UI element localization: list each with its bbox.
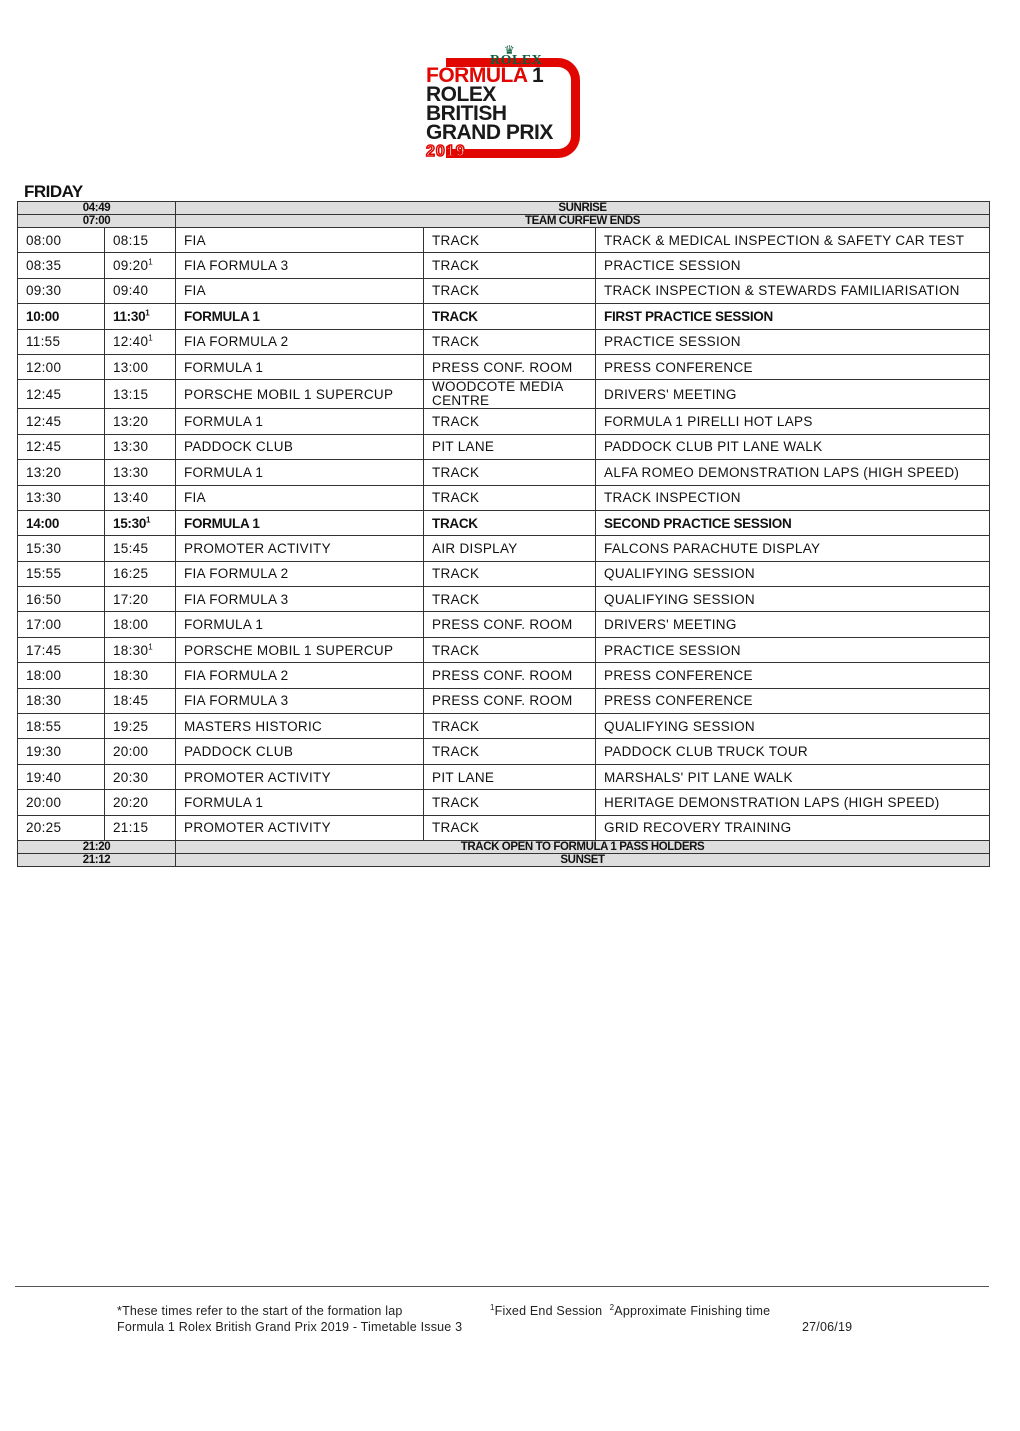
table-row — [18, 714, 990, 739]
summary-time: 07:00 — [18, 215, 176, 228]
category: PORSCHE MOBIL 1 SUPERCUP — [176, 637, 424, 662]
end-time — [105, 612, 176, 637]
end-time-value: 18:30 — [113, 667, 149, 683]
event: DRIVERS' MEETING — [596, 380, 990, 409]
end-time-value: 18:45 — [113, 693, 149, 709]
location: TRACK — [424, 460, 596, 485]
start-time: 15:30 — [18, 536, 105, 561]
end-time-value: 18:30 — [113, 642, 149, 658]
summary-time: 04:49 — [18, 202, 176, 215]
table-row — [18, 460, 990, 485]
event: FORMULA 1 PIRELLI HOT LAPS — [596, 409, 990, 434]
category: FORMULA 1 — [176, 354, 424, 379]
location: TRACK — [424, 637, 596, 662]
location: PRESS CONF. ROOM — [424, 612, 596, 637]
category: FIA — [176, 485, 424, 510]
start-time: 15:55 — [18, 561, 105, 586]
end-time — [105, 764, 176, 789]
category: FORMULA 1 — [176, 304, 424, 329]
table-row — [18, 790, 990, 815]
start-time: 20:25 — [18, 815, 105, 840]
summary-row — [18, 202, 990, 215]
event: FIRST PRACTICE SESSION — [596, 304, 990, 329]
start-time: 13:30 — [18, 485, 105, 510]
summary-time: 21:12 — [18, 853, 176, 866]
category: FIA FORMULA 2 — [176, 663, 424, 688]
end-time-value: 12:40 — [113, 334, 149, 350]
location: TRACK — [424, 714, 596, 739]
category: FORMULA 1 — [176, 409, 424, 434]
logo-year: 2019 — [426, 143, 466, 160]
event: GRID RECOVERY TRAINING — [596, 815, 990, 840]
table-row — [18, 739, 990, 764]
summary-row — [18, 215, 990, 228]
start-time: 17:45 — [18, 637, 105, 662]
category: FORMULA 1 — [176, 510, 424, 535]
category: MASTERS HISTORIC — [176, 714, 424, 739]
start-time: 12:45 — [18, 380, 105, 409]
event: PRACTICE SESSION — [596, 637, 990, 662]
end-time — [105, 485, 176, 510]
start-time: 17:00 — [18, 612, 105, 637]
location: TRACK — [424, 329, 596, 354]
start-time: 18:30 — [18, 688, 105, 713]
end-time-value: 09:20 — [113, 258, 149, 274]
event: PADDOCK CLUB PIT LANE WALK — [596, 434, 990, 459]
table-row — [18, 612, 990, 637]
table-row — [18, 663, 990, 688]
end-time — [105, 739, 176, 764]
table-row — [18, 485, 990, 510]
event: FALCONS PARACHUTE DISPLAY — [596, 536, 990, 561]
event: PRESS CONFERENCE — [596, 663, 990, 688]
event-logo — [424, 44, 590, 162]
end-time — [105, 354, 176, 379]
category: FIA FORMULA 3 — [176, 587, 424, 612]
category: FIA FORMULA 2 — [176, 561, 424, 586]
end-time-value: 20:30 — [113, 769, 149, 785]
event: QUALIFYING SESSION — [596, 714, 990, 739]
end-time — [105, 587, 176, 612]
location: TRACK — [424, 561, 596, 586]
logo-line-british: BRITISH — [426, 102, 507, 125]
end-time — [105, 663, 176, 688]
end-time — [105, 380, 176, 409]
schedule-table — [17, 201, 990, 867]
start-time: 08:00 — [18, 228, 105, 253]
category: FIA FORMULA 3 — [176, 253, 424, 278]
summary-text: SUNSET — [176, 853, 990, 866]
end-time — [105, 304, 176, 329]
start-time: 08:35 — [18, 253, 105, 278]
start-time: 09:30 — [18, 278, 105, 303]
category: FIA FORMULA 2 — [176, 329, 424, 354]
end-time-value: 18:00 — [113, 617, 149, 633]
location: AIR DISPLAY — [424, 536, 596, 561]
end-time-value: 09:40 — [113, 283, 149, 299]
summary-text: TEAM CURFEW ENDS — [176, 215, 990, 228]
category: FORMULA 1 — [176, 460, 424, 485]
event: TRACK & MEDICAL INSPECTION & SAFETY CAR TEST — [596, 228, 990, 253]
category: FIA — [176, 278, 424, 303]
fixed-end-legend: Fixed End Session — [494, 1304, 603, 1318]
location: TRACK — [424, 587, 596, 612]
event: QUALIFYING SESSION — [596, 561, 990, 586]
table-row — [18, 688, 990, 713]
start-time: 16:50 — [18, 587, 105, 612]
footer-legend — [490, 1304, 770, 1318]
fixed-end-mark: 1 — [490, 1302, 495, 1312]
summary-text: TRACK OPEN TO FORMULA 1 PASS HOLDERS — [176, 840, 990, 853]
start-time: 12:45 — [18, 409, 105, 434]
start-time: 13:20 — [18, 460, 105, 485]
end-time-mark: 1 — [148, 257, 154, 267]
location: PRESS CONF. ROOM — [424, 663, 596, 688]
table-row — [18, 764, 990, 789]
table-row — [18, 637, 990, 662]
event: DRIVERS' MEETING — [596, 612, 990, 637]
start-time: 12:00 — [18, 354, 105, 379]
end-time-value: 15:30 — [113, 515, 147, 531]
event: PRESS CONFERENCE — [596, 354, 990, 379]
event: PRESS CONFERENCE — [596, 688, 990, 713]
start-time: 11:55 — [18, 329, 105, 354]
category: PROMOTER ACTIVITY — [176, 536, 424, 561]
end-time-value: 11:30 — [113, 308, 146, 324]
end-time — [105, 434, 176, 459]
end-time — [105, 228, 176, 253]
category: FORMULA 1 — [176, 612, 424, 637]
footer-divider — [15, 1286, 989, 1287]
crown-icon: ♛ — [504, 43, 515, 57]
end-time-mark: 1 — [148, 642, 154, 652]
end-time-mark: 1 — [146, 515, 151, 525]
category: PADDOCK CLUB — [176, 739, 424, 764]
location: TRACK — [424, 228, 596, 253]
location: PRESS CONF. ROOM — [424, 354, 596, 379]
end-time — [105, 510, 176, 535]
start-time: 19:30 — [18, 739, 105, 764]
location: WOODCOTE MEDIA CENTRE — [424, 380, 596, 409]
end-time — [105, 790, 176, 815]
end-time-value: 21:15 — [113, 820, 149, 836]
end-time — [105, 409, 176, 434]
location: TRACK — [424, 790, 596, 815]
summary-time: 21:20 — [18, 840, 176, 853]
table-row — [18, 510, 990, 535]
logo-brand: ROLEX — [490, 53, 543, 68]
end-time-value: 13:15 — [113, 386, 149, 402]
table-row — [18, 329, 990, 354]
event: HERITAGE DEMONSTRATION LAPS (HIGH SPEED) — [596, 790, 990, 815]
table-row — [18, 228, 990, 253]
event: ALFA ROMEO DEMONSTRATION LAPS (HIGH SPEED) — [596, 460, 990, 485]
event: PRACTICE SESSION — [596, 253, 990, 278]
table-row — [18, 354, 990, 379]
end-time-value: 13:40 — [113, 490, 149, 506]
category: PADDOCK CLUB — [176, 434, 424, 459]
logo-line-rolex: ROLEX — [426, 83, 496, 106]
end-time — [105, 561, 176, 586]
start-time: 19:40 — [18, 764, 105, 789]
end-time-mark: 1 — [145, 308, 150, 318]
footer-date: 27/06/19 — [802, 1320, 853, 1334]
end-time-value: 13:30 — [113, 439, 149, 455]
end-time — [105, 278, 176, 303]
table-row — [18, 536, 990, 561]
day-title: FRIDAY — [24, 182, 83, 201]
end-time-value: 13:20 — [113, 414, 149, 430]
location: TRACK — [424, 815, 596, 840]
event: TRACK INSPECTION — [596, 485, 990, 510]
location: TRACK — [424, 485, 596, 510]
category: PROMOTER ACTIVITY — [176, 815, 424, 840]
location: TRACK — [424, 278, 596, 303]
end-time — [105, 637, 176, 662]
table-row — [18, 278, 990, 303]
start-time: 10:00 — [18, 304, 105, 329]
footer-note: *These times refer to the start of the formation lap — [117, 1304, 403, 1318]
location: TRACK — [424, 409, 596, 434]
end-time-value: 13:30 — [113, 464, 149, 480]
location: PIT LANE — [424, 434, 596, 459]
category: FORMULA 1 — [176, 790, 424, 815]
event: PRACTICE SESSION — [596, 329, 990, 354]
table-row — [18, 434, 990, 459]
end-time-value: 17:20 — [113, 591, 149, 607]
table-row — [18, 409, 990, 434]
end-time-value: 19:25 — [113, 718, 149, 734]
end-time-value: 20:00 — [113, 744, 149, 760]
event: TRACK INSPECTION & STEWARDS FAMILIARISATION — [596, 278, 990, 303]
location: TRACK — [424, 304, 596, 329]
end-time — [105, 253, 176, 278]
end-time — [105, 536, 176, 561]
location: TRACK — [424, 253, 596, 278]
event: PADDOCK CLUB TRUCK TOUR — [596, 739, 990, 764]
end-time — [105, 460, 176, 485]
table-row — [18, 304, 990, 329]
end-time-value: 15:45 — [113, 540, 149, 556]
logo-line-formula: FORMULA — [426, 64, 527, 87]
end-time-mark: 1 — [148, 333, 154, 343]
logo-line-one: 1 — [526, 64, 544, 87]
event: QUALIFYING SESSION — [596, 587, 990, 612]
location: PRESS CONF. ROOM — [424, 688, 596, 713]
table-row — [18, 587, 990, 612]
end-time-value: 08:15 — [113, 232, 149, 248]
table-row — [18, 380, 990, 409]
category: PORSCHE MOBIL 1 SUPERCUP — [176, 380, 424, 409]
start-time: 14:00 — [18, 510, 105, 535]
table-row — [18, 561, 990, 586]
start-time: 18:55 — [18, 714, 105, 739]
location: TRACK — [424, 739, 596, 764]
approx-finish-mark: 2 — [609, 1302, 615, 1312]
end-time — [105, 688, 176, 713]
end-time — [105, 329, 176, 354]
summary-text: SUNRISE — [176, 202, 990, 215]
table-row — [18, 253, 990, 278]
approx-finish-legend: Approximate Finishing time — [614, 1304, 771, 1318]
event: SECOND PRACTICE SESSION — [596, 510, 990, 535]
location: PIT LANE — [424, 764, 596, 789]
start-time: 20:00 — [18, 790, 105, 815]
end-time-value: 13:00 — [113, 359, 149, 375]
end-time-value: 20:20 — [113, 794, 149, 810]
start-time: 12:45 — [18, 434, 105, 459]
event: MARSHALS' PIT LANE WALK — [596, 764, 990, 789]
table-row — [18, 815, 990, 840]
summary-row — [18, 853, 990, 866]
category: FIA — [176, 228, 424, 253]
summary-row — [18, 840, 990, 853]
end-time-value: 16:25 — [113, 566, 149, 582]
start-time: 18:00 — [18, 663, 105, 688]
location: TRACK — [424, 510, 596, 535]
category: PROMOTER ACTIVITY — [176, 764, 424, 789]
footer-issue: Formula 1 Rolex British Grand Prix 2019 - Timetable Issue 3 — [117, 1320, 463, 1334]
end-time — [105, 714, 176, 739]
category: FIA FORMULA 3 — [176, 688, 424, 713]
logo-line-grand-prix: GRAND PRIX — [426, 121, 553, 144]
end-time — [105, 815, 176, 840]
